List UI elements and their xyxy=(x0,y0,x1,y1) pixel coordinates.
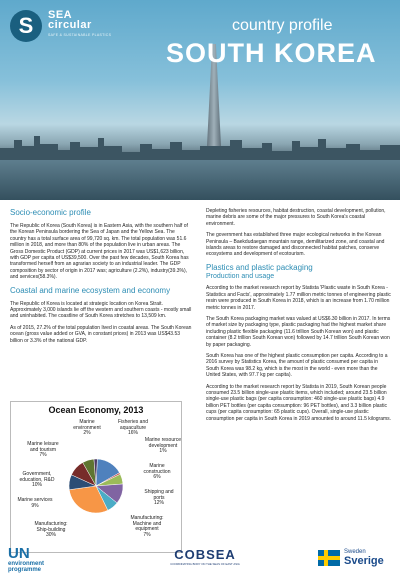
coastal-heading: Coastal and marine ecosystem and economy xyxy=(10,285,171,295)
pressures-paragraph: Depleting fisheries resources, habitat destruction, coastal development, pollution, marine debris are some of the major pressures to South Korea's coastal environment. xyxy=(206,208,386,227)
pie-label-7: Government, education, R&D 10% xyxy=(19,471,55,489)
river-image xyxy=(0,160,400,200)
city-skyline-image xyxy=(0,128,400,162)
cobsea-logo: COBSEA COORDINATING BODY ON THE SEAS OF EAST ASIA xyxy=(170,547,240,566)
sweden-sverige-logo: Sweden Sverige xyxy=(344,549,384,567)
sweden-flag-icon xyxy=(318,550,340,566)
sea-circular-logo-icon: S xyxy=(10,10,42,42)
pie-label-5: Manufacturing: Ship-building 30% xyxy=(34,521,68,539)
pie-label-9: Marine environment 2% xyxy=(73,419,101,437)
hero-banner xyxy=(0,0,400,200)
single-use-paragraph: According to the market research report by Statista in 2019, South Korean people consumed 23.5 billion single-use plastic items, which included; around 23.5 billion single-use plastic bags (per capita consumption: 460 single-use plastic bags) 4.9 billion PET bottles (per capita consumption: 96 PET bottles), and 3.3 billion plastic cups (per capita consumption: 65 plastic cups). Overall, single-use plastic consumption per capita in South Korea in 2019 amounted to around 11.5 kilograms. xyxy=(206,383,392,422)
right-column xyxy=(206,208,392,427)
socio-economic-heading: Socio-economic profile xyxy=(10,208,91,217)
pie-label-3: Shipping and ports 12% xyxy=(144,489,174,507)
chart-title: Ocean Economy, 2013 xyxy=(48,405,144,415)
footer xyxy=(0,545,400,577)
packaging-market-paragraph: The South Korea packaging market was valued at US$6.30 billion in 2017. In terms of market size by packaging type, plastic packaging had the highest market share including plastic flexible packaging (11.6 trillion South Korean won) and plastic container (8.2 trillion South Korean won) followed by 14.7 trillion South Korean won by paper packaging. xyxy=(206,315,391,348)
pie-label-8: Marine leisure and tourism 7% xyxy=(27,441,59,459)
consumption-paragraph: South Korea has one of the highest plastic consumption per capita. According to a 2016 survey by Statistics Korea, the amount of plastic consumed per capita in South Korea was 98.2 kg, which is the most in the world - even more than the United States, with 97.7 kg per capita). xyxy=(206,353,388,379)
pie-label-0: Fisheries and aquaculture 16% xyxy=(117,419,148,437)
resin-production-paragraph: According to the market research report by Statista 'Plastic waste in South Korea - Statistics and Facts', approximately 1.77 million metric tonnes of engineering plastic resin were produced in South Korea in 2018, which is an increase from 1.70 million metric tonnes in 2017. xyxy=(206,285,391,311)
coastal-paragraph-2: As of 2015, 27.2% of the total population lived in coastal areas. The South Korean ocean (gross value added or GVA, in constant prices) in 2013 was US$43.53 billion or 3.3% of the national GDP. xyxy=(10,324,192,344)
ecological-networks-paragraph: The government has established three major ecological networks in the Korean Peninsula – Baekdudaegan mountain range, demilitarized zone, and coastal and islands areas to restore damaged and disconnected habitat patches, conserve ecosystems and development of ecotourism. xyxy=(206,232,385,258)
left-column xyxy=(10,208,192,349)
pie-label-6: Marine services 9% xyxy=(17,497,53,509)
country-title: SOUTH KOREA xyxy=(166,38,377,68)
socio-economic-paragraph: The Republic of Korea (South Korea) is in Eastern Asia, with the southern half of the Korean Peninsula bordering the Sea of Japan and the Yellow Sea. The country has a total surface area of 99,720 sq. km. The total population was 51.6 million in 2018, and more than 80% of the population live in urban areas. The Gross Domestic Product (GDP) at current prices in 2017 was US$1,623 billion, with GDP per capita of US$39,500. Over the past few decades, South Korea has transformed herself from an agrarian society to an industrial leader. The GDP composition by sector of origin in 2017 was; agriculture (2.2%), industry(39.3%), and services(58.3%). xyxy=(10,223,189,281)
plastics-heading: Plastics and plastic packaging xyxy=(206,262,313,272)
pie-label-2: Marine construction 6% xyxy=(143,463,171,481)
document-type: country profile xyxy=(232,17,333,34)
brand-name: SEA circular xyxy=(48,9,92,31)
ocean-economy-chart xyxy=(10,401,182,553)
brand-tagline: SAFE & SUSTAINABLE PLASTICS xyxy=(48,33,112,37)
pie-label-1: Marine resource development 1% xyxy=(144,437,182,455)
pie-label-4: Manufacturing: Machine and equipment 7% xyxy=(130,515,164,538)
un-environment-logo: UN environment programme xyxy=(8,545,45,573)
coastal-paragraph-1: The Republic of Korea is located at strategic location on Korea Strait. Approximately 3,000 islands lie off the western and southern coasts - mostly small and uninhabited. The coastline of South Korea stretches to 13,509 km. xyxy=(10,300,192,320)
production-heading: Production and usage xyxy=(206,272,275,280)
